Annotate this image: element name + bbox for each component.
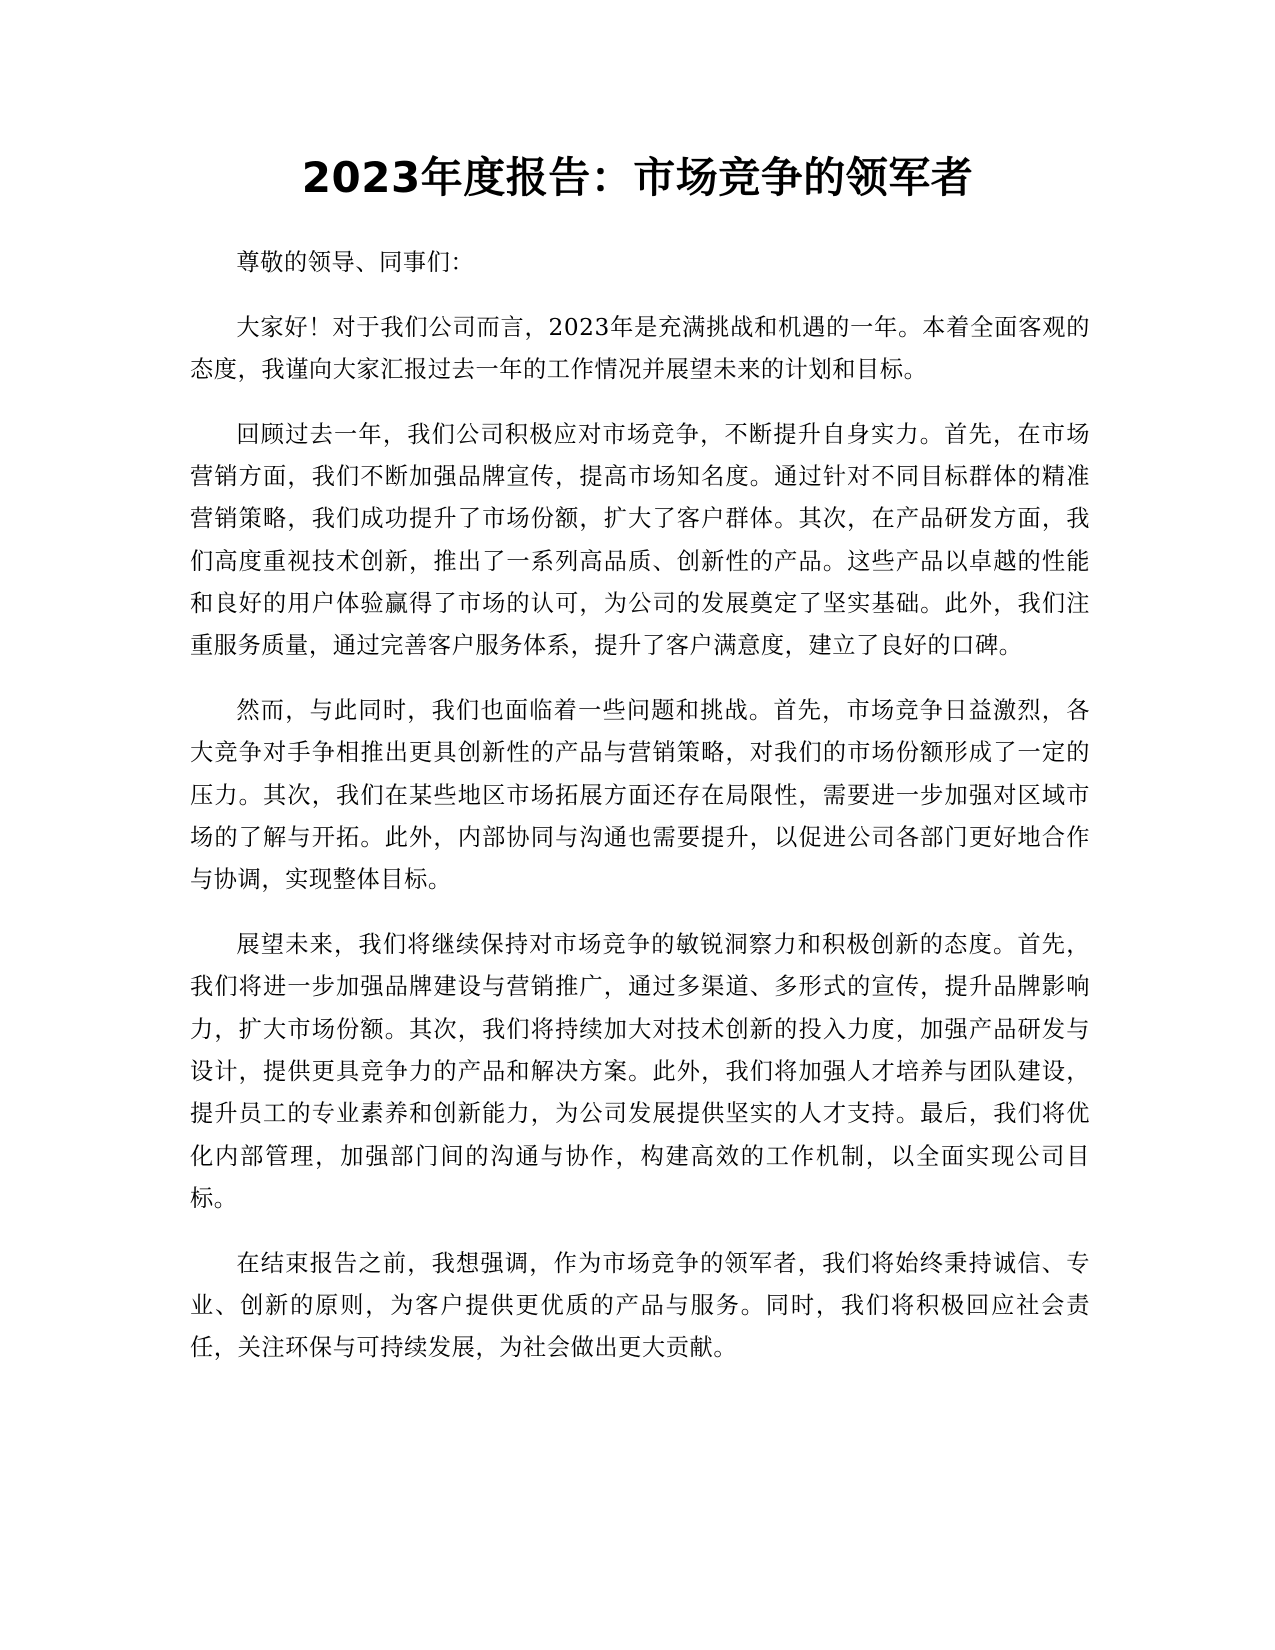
document-body: [190, 242, 1090, 1392]
paragraph-outlook: 展望未来，我们将继续保持对市场竞争的敏锐洞察力和积极创新的态度。首先，我们将进一步加强品牌建设与营销推广，通过多渠道、多形式的宣传，提升品牌影响力，扩大市场份额。其次，我们将持续加大对技术创新的投入力度，加强产品研发与设计，提供更具竞争力的产品和解决方案。此外，我们将加强人才培养与团队建设，提升员工的专业素养和创新能力，为公司发展提供坚实的人才支持。最后，我们将优化内部管理，加强部门间的沟通与协作，构建高效的工作机制，以全面实现公司目标。: [190, 931, 1090, 1212]
document-title: 2023年度报告：市场竞争的领军者: [301, 153, 974, 202]
greeting: 尊敬的领导、同事们：: [236, 249, 475, 276]
paragraph-conclusion: 在结束报告之前，我想强调，作为市场竞争的领军者，我们将始终秉持诚信、专业、创新的原则，为客户提供更优质的产品与服务。同时，我们将积极回应社会责任，关注环保与可持续发展，为社会做出更大贡献。: [190, 1249, 1090, 1362]
paragraph-review: 回顾过去一年，我们公司积极应对市场竞争，不断提升自身实力。首先，在市场营销方面，我们不断加强品牌宣传，提高市场知名度。通过针对不同目标群体的精准营销策略，我们成功提升了市场份额，扩大了客户群体。其次，在产品研发方面，我们高度重视技术创新，推出了一系列高品质、创新性的产品。这些产品以卓越的性能和良好的用户体验赢得了市场的认可，为公司的发展奠定了坚实基础。此外，我们注重服务质量，通过完善客户服务体系，提升了客户满意度，建立了良好的口碑。: [190, 420, 1090, 660]
paragraph-intro: 大家好！对于我们公司而言，2023年是充满挑战和机遇的一年。本着全面客观的态度，我谨向大家汇报过去一年的工作情况并展望未来的计划和目标。: [190, 313, 1090, 384]
paragraph-challenges: 然而，与此同时，我们也面临着一些问题和挑战。首先，市场竞争日益激烈，各大竞争对手争相推出更具创新性的产品与营销策略，对我们的市场份额形成了一定的压力。其次，我们在某些地区市场拓展方面还存在局限性，需要进一步加强对区域市场的了解与开拓。此外，内部协同与沟通也需要提升，以促进公司各部门更好地合作与协调，实现整体目标。: [190, 697, 1090, 894]
